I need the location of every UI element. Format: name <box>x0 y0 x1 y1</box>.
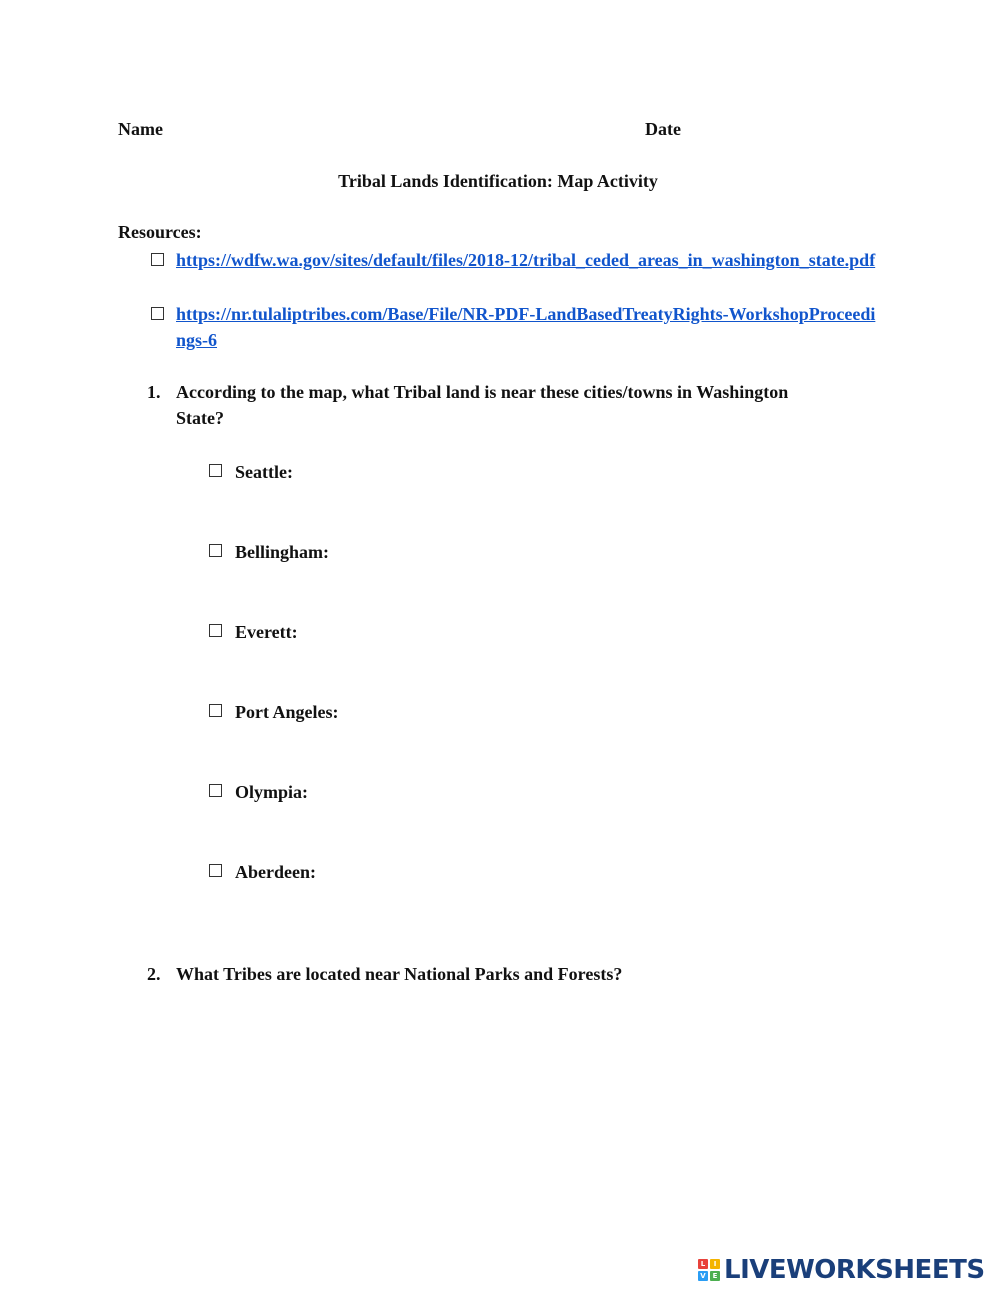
item-everett: Everett: <box>235 622 298 642</box>
brand-logo-letter: E <box>710 1271 720 1281</box>
item-olympia: Olympia: <box>235 782 309 802</box>
seattle-checkbox[interactable] <box>209 464 222 477</box>
question-1-text-line1: According to the map, what Tribal land is near these cities/towns in Washington <box>176 382 789 402</box>
item-aberdeen: Aberdeen: <box>235 862 316 882</box>
brand-logo-letter: L <box>698 1259 708 1269</box>
item-port-angeles: Port Angeles: <box>235 702 339 722</box>
resource-checkbox-1[interactable] <box>151 253 164 266</box>
question-1-number: 1. <box>147 382 161 402</box>
bellingham-checkbox[interactable] <box>209 544 222 557</box>
brand-logo-letter: I <box>710 1259 720 1269</box>
date-label: Date <box>645 119 681 139</box>
olympia-checkbox[interactable] <box>209 784 222 797</box>
question-2-number: 2. <box>147 964 161 984</box>
question-1-text-line2: State? <box>176 408 224 428</box>
brand-text: LIVEWORKSHEETS <box>724 1255 985 1285</box>
aberdeen-checkbox[interactable] <box>209 864 222 877</box>
name-label: Name <box>118 119 163 139</box>
liveworksheets-brand[interactable] <box>698 1256 985 1284</box>
everett-checkbox[interactable] <box>209 624 222 637</box>
item-bellingham: Bellingham: <box>235 542 330 562</box>
brand-logo-icon <box>698 1259 720 1281</box>
resource-link-1[interactable]: https://wdfw.wa.gov/sites/default/files/2018-12/tribal_ceded_areas_in_washington_state.pdf <box>176 250 876 270</box>
resource-checkbox-2[interactable] <box>151 307 164 320</box>
question-2-text: What Tribes are located near National Parks and Forests? <box>176 964 623 984</box>
page-title: Tribal Lands Identification: Map Activity <box>338 171 658 191</box>
resources-heading: Resources: <box>118 222 202 242</box>
resource-link-2[interactable]: https://nr.tulaliptribes.com/Base/File/NR-PDF-LandBasedTreatyRights-WorkshopProceedings-6 <box>176 304 876 350</box>
port-angeles-checkbox[interactable] <box>209 704 222 717</box>
item-seattle: Seattle: <box>235 462 293 482</box>
brand-logo-letter: V <box>698 1271 708 1281</box>
